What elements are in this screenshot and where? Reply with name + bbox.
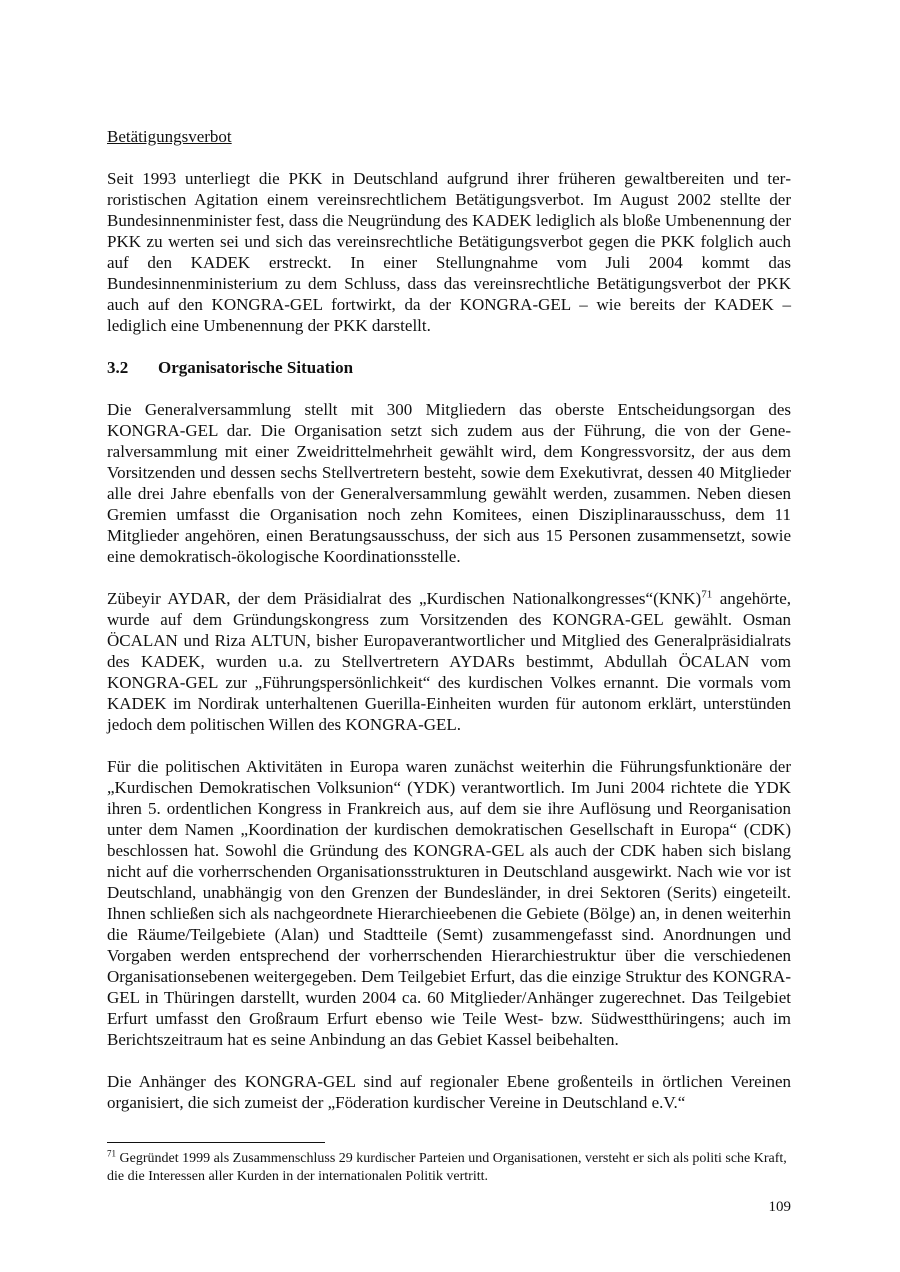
page-number: 109 — [768, 1199, 791, 1215]
paragraph-aydar-part2: angehörte, wurde auf dem Gründungskongress zum Vorsitzenden des KONGRA-GEL gewählt. Osman ÖCALAN und Riza ALTUN, bisher Europaverantwortlicher und Mitglied des Generalpräsidialrats des KADEK, wurden u.a. zu Stellvertretern AYDARs bestimmt, Abdullah ÖCALAN vom KONGRA-GEL zur „Führungspersönlichkeit“ des kurdischen Volkes ernannt. Die vormals vom KADEK im Nordirak unterhaltenen Guerilla-Einheiten wurden für autonom erklärt, unterstünden jedoch dem politischen Willen des KONGRA-GEL. — [107, 589, 791, 734]
section-title-organisation — [107, 357, 791, 378]
paragraph-anhaenger: Die Anhänger des KONGRA-GEL sind auf regionaler Ebene großenteils in örtlichen Vereinen organisiert, die sich zumeist der „Föderation kurdischer Vereine in Deutschland e.V.“ — [107, 1072, 791, 1112]
paragraph-aydar-part1: Zübeyir AYDAR, der dem Präsidialrat des „Kurdischen Nationalkongresses“(KNK) — [107, 589, 702, 608]
paragraph-betaetigungsverbot: Seit 1993 unterliegt die PKK in Deutschland aufgrund ihrer früheren gewaltbereiten und terroristischen Agitation einem vereinsrechtlichem Betätigungsverbot. Im August 2002 stellte der Bundesinnenminister fest, dass die Neugründung des KADEK lediglich als bloße Umbenennung der PKK zu werten sei und sich das vereinsrechtliche Betätigungsverbot gegen die PKK folglich auch auf den KADEK erstreckt. In einer Stellungnahme vom Juli 2004 kommt das Bundesinnenministerium zu dem Schluss, dass das vereinsrechtliche Betätigungsverbot der PKK auch auf den KONGRA-GEL fortwirkt, da der KONGRA-GEL – wie bereits der KADEK – lediglich eine Umbenennung der PKK darstellt. — [107, 169, 791, 335]
footnote-text: Gegründet 1999 als Zusammenschluss 29 kurdischer Parteien und Organisationen, versteht er sich als politi sche Kraft, die die Interessen aller Kurden in der internationalen Politik vertritt. — [107, 1151, 787, 1184]
section-heading-betaetigungsverbot: Betätigungsverbot — [107, 127, 232, 146]
section-title-text: Organisatorische Situation — [158, 358, 354, 377]
footnote-number: 71 — [107, 1148, 116, 1159]
footnote-divider — [107, 1142, 325, 1143]
section-number: 3.2 — [107, 358, 129, 377]
page-body — [107, 126, 791, 1134]
paragraph-aydar — [107, 588, 791, 735]
paragraph-europa: Für die politischen Aktivitäten in Europa waren zunächst weiterhin die Führungsfunktionäre der „Kurdischen Demokratischen Volksunion“ (YDK) verantwortlich. Im Juni 2004 richtete die YDK ihren 5. ordentlichen Kongress in Frankreich aus, auf dem sie ihre Auflösung und Reorganisation unter dem Namen „Koordination der kurdischen demokratischen Gesellschaft in Europa“ (CDK) beschlossen hat. Sowohl die Gründung des KONGRA-GEL als auch der CDK haben sich bislang nicht auf die vorherrschenden Organisationsstrukturen in Deutschland ausgewirkt. Nach wie vor ist Deutschland, unabhängig von den Grenzen der Bundesländer, in drei Sektoren (Serits) eingeteilt. Ihnen schließen sich als nachgeordnete Hierarchieebenen die Gebiete (Bölge) an, in denen weiterhin die Räume/Teilgebiete (Alan) und Stadtteile (Semt) zusammengefasst sind. Anordnungen und Vorgaben werden entsprechend der vorherrschenden Hierarchiestruktur über die verschiedenen Organisationsebenen weitergegeben. Dem Teilgebiet Erfurt, das die einzige Struktur des KONGRA-GEL in Thüringen darstellt, wurden 2004 ca. 60 Mitglieder/Anhänger zugerechnet. Das Teilgebiet Erfurt umfasst den Großraum Erfurt ebenso wie Teile West- bzw. Südwestthüringens; auch im Berichtszeitraum hat es seine Anbindung an das Gebiet Kassel beibehalten. — [107, 757, 791, 1049]
footnote-reference[interactable]: 71 — [701, 588, 713, 601]
footnote — [107, 1150, 791, 1186]
paragraph-generalversammlung: Die Generalversammlung stellt mit 300 Mitgliedern das oberste Entscheidungsorgan des KONGRA-GEL dar. Die Organisation setzt sich zudem aus der Führung, die von der Generalversammlung mit einer Zweidrittelmehrheit gewählt wird, dem Kongressvorsitz, der aus dem Vorsitzenden und dessen sechs Stellvertretern besteht, sowie dem Exekutivrat, dessen 40 Mitglieder alle drei Jahre ebenfalls von der Generalversammlung gewählt werden, zusammen. Neben diesen Gremien umfasst die Organisation noch zehn Komitees, einen Disziplinarausschuss, dem 11 Mitglieder angehören, einen Beratungsausschuss, der sich aus 15 Personen zusammensetzt, sowie eine demokratisch-ökologische Koordinationsstelle. — [107, 400, 791, 566]
